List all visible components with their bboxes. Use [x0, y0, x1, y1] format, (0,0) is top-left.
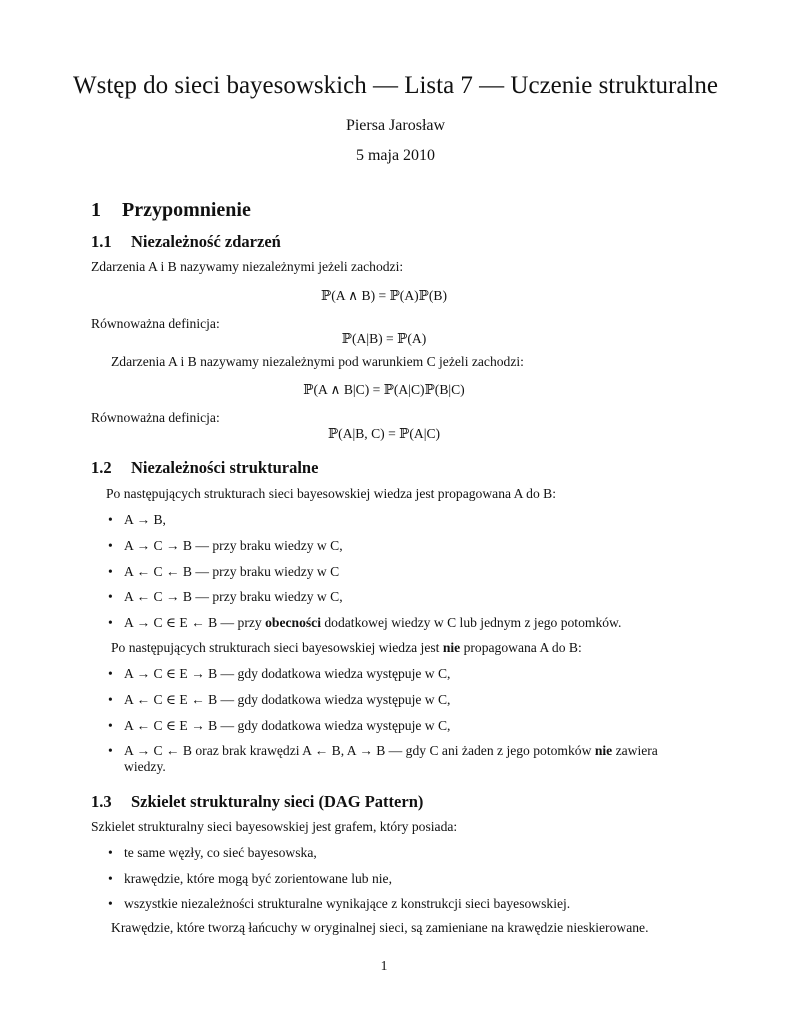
list-item-text — [124, 743, 658, 759]
bullet-icon: • — [108, 564, 113, 579]
bullet-icon: • — [108, 692, 113, 707]
subsection-title: Niezależności strukturalne — [131, 458, 319, 477]
list-item-text: A ← C ∈ E ← B — gdy dodatkowa wiedza występuje w C, — [124, 692, 451, 707]
subsection-number: 1.1 — [91, 232, 112, 251]
subsection-heading — [91, 232, 281, 252]
text-run: dodatkowej wiedzy w C lub jednym z jego potomków. — [320, 615, 622, 630]
paragraph — [111, 640, 582, 656]
list-item-text: A ← C ← B — przy braku wiedzy w C — [124, 564, 340, 579]
equation: ℙ(A ∧ B|C) = ℙ(A|C)ℙ(B|C) — [303, 382, 465, 397]
bullet-icon: • — [108, 589, 113, 604]
paper-title: Wstęp do sieci bayesowskich — Lista 7 — Uczenie strukturalne — [73, 72, 718, 99]
bullet-icon: • — [108, 845, 113, 860]
equation: ℙ(A|B, C) = ℙ(A|C) — [327, 426, 441, 441]
bullet-icon: • — [108, 538, 113, 553]
list-item-continuation: wiedzy. — [124, 759, 166, 774]
bold-text: nie — [594, 743, 613, 758]
paragraph: Szkielet strukturalny sieci bayesowskiej jest grafem, który posiada: — [91, 819, 458, 834]
text-run: A → C ← B oraz brak krawędzi A ← B, A → B — gdy C ani żaden z jego potomków — [124, 743, 595, 758]
list-item-text: A → C ∈ E → B — gdy dodatkowa wiedza występuje w C, — [124, 666, 451, 681]
subsection-heading — [91, 792, 423, 812]
equation: ℙ(A ∧ B) = ℙ(A)ℙ(B) — [320, 288, 448, 303]
paragraph: Równoważna definicja: — [91, 410, 220, 425]
bullet-icon: • — [108, 896, 113, 911]
section-heading — [91, 199, 251, 222]
list-item-text: A → B, — [124, 512, 166, 527]
bullet-icon: • — [108, 871, 113, 886]
subsection-number: 1.3 — [91, 792, 112, 811]
bold-text: obecności — [265, 615, 321, 630]
list-item-text: wszystkie niezależności strukturalne wynikające z konstrukcji sieci bayesowskiej. — [124, 896, 571, 911]
text-run: zawiera — [612, 743, 658, 758]
author: Piersa Jarosław — [345, 117, 446, 134]
bullet-icon: • — [108, 615, 113, 630]
paragraph: Zdarzenia A i B nazywamy niezależnymi jeżeli zachodzi: — [91, 259, 404, 274]
list-item-text: krawędzie, które mogą być zorientowane lub nie, — [124, 871, 392, 886]
bullet-icon: • — [108, 718, 113, 733]
paragraph: Zdarzenia A i B nazywamy niezależnymi pod warunkiem C jeżeli zachodzi: — [111, 354, 524, 369]
section-number: 1 — [91, 199, 101, 221]
list-item-text — [124, 615, 621, 631]
list-item-text: A ← C → B — przy braku wiedzy w C, — [124, 589, 343, 604]
list-item-text: te same węzły, co sieć bayesowska, — [124, 845, 317, 860]
subsection-heading — [91, 458, 318, 478]
paragraph: Krawędzie, które tworzą łańcuchy w oryginalnej sieci, są zamieniane na krawędzie nieskierowane. — [111, 920, 649, 935]
page-number: 1 — [380, 958, 388, 973]
bullet-icon: • — [108, 743, 113, 758]
section-title: Przypomnienie — [122, 199, 251, 221]
list-item-text: A → C → B — przy braku wiedzy w C, — [124, 538, 343, 553]
bullet-icon: • — [108, 666, 113, 681]
subsection-number: 1.2 — [91, 458, 112, 477]
text-run: Po następujących strukturach sieci bayesowskiej wiedza jest — [111, 640, 443, 655]
date: 5 maja 2010 — [355, 147, 436, 164]
text-run: A → C ∈ E ← B — przy — [124, 615, 266, 630]
text-run: propagowana A do B: — [460, 640, 582, 655]
equation: ℙ(A|B) = ℙ(A) — [341, 331, 427, 346]
paragraph: Po następujących strukturach sieci bayesowskiej wiedza jest propagowana A do B: — [106, 486, 556, 501]
paragraph: Równoważna definicja: — [91, 316, 220, 331]
list-item-text: A ← C ∈ E → B — gdy dodatkowa wiedza występuje w C, — [124, 718, 451, 733]
bold-text: nie — [442, 640, 461, 655]
subsection-title: Niezależność zdarzeń — [131, 232, 281, 251]
subsection-title: Szkielet strukturalny sieci (DAG Pattern) — [131, 792, 424, 811]
bullet-icon: • — [108, 512, 113, 527]
